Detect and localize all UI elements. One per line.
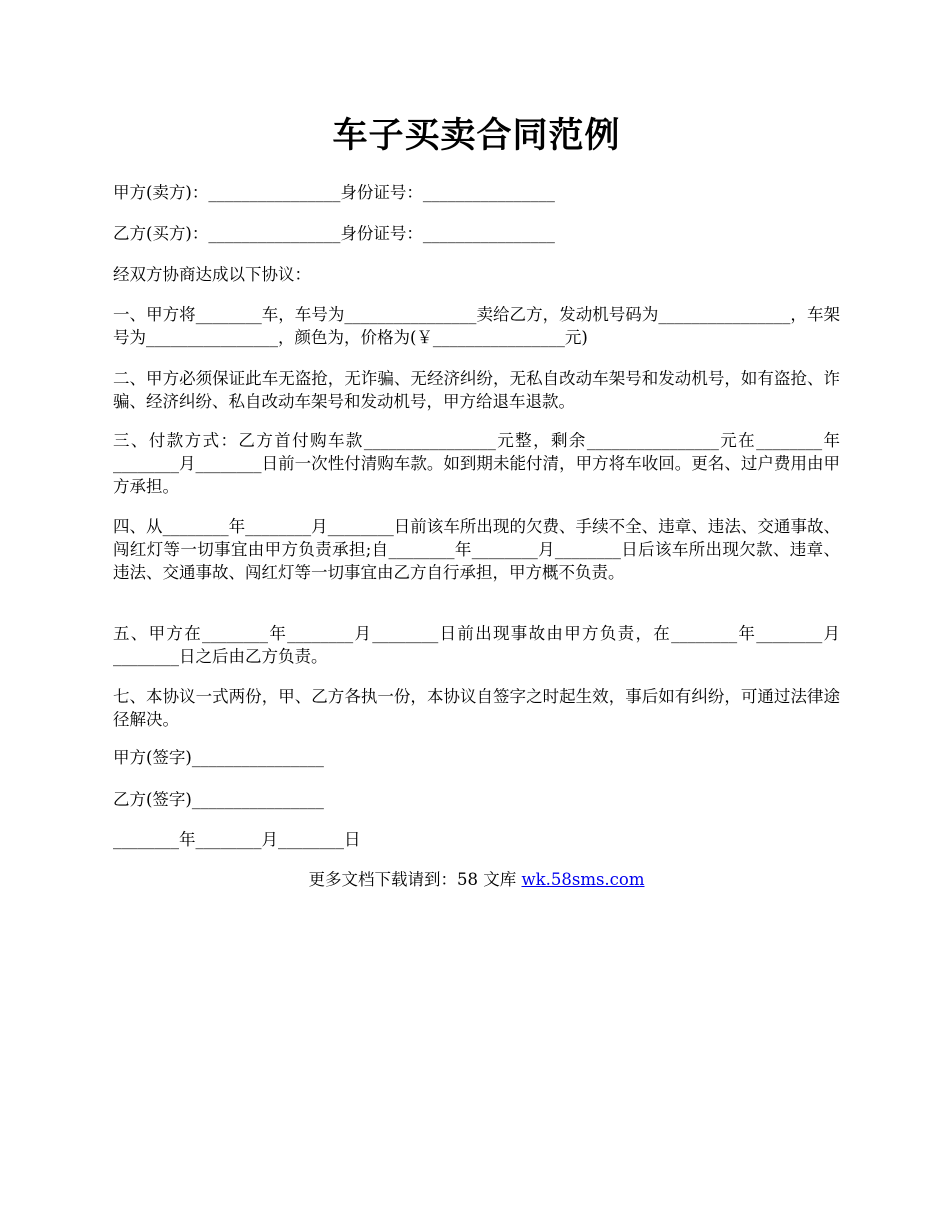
party-a-line: 甲方(卖方)：________________身份证号：________________ xyxy=(113,183,555,202)
footer-download-note xyxy=(113,868,840,891)
document-title: 车子买卖合同范例 xyxy=(332,115,621,156)
agreement-intro: 经双方协商达成以下协议： xyxy=(113,265,311,284)
clause-4: 四、从________年________月________日前该车所出现的欠费、手续不全、违章、违法、交通事故、闯红灯等一切事宜由甲方负责承担;自________年________月________日后该车所出现欠款、违章、违法、交通事故、闯红灯等一切事宜由乙方自行承担，甲方概不负责。 xyxy=(113,517,840,582)
clause-2: 二、甲方必须保证此车无盗抢，无诈骗、无经济纠纷，无私自改动车架号和发动机号，如有盗抢、诈骗、经济纠纷、私自改动车架号和发动机号，甲方给退车退款。 xyxy=(113,369,840,411)
signature-party-b: 乙方(签字)________________ xyxy=(113,790,324,809)
party-b-line: 乙方(买方)：________________身份证号：________________ xyxy=(113,224,555,243)
clause-5: 五、甲方在________年________月________日前出现事故由甲方负责，在________年________月________日之后由乙方负责。 xyxy=(113,624,840,666)
footer-text: 更多文档下载请到：58 文库 xyxy=(308,870,522,889)
signature-date: ________年________月________日 xyxy=(113,830,361,849)
clause-1: 一、甲方将________车，车号为________________卖给乙方，发动机号码为________________，车架号为________________，颜色为，价格为(￥________________元) xyxy=(113,305,840,347)
clause-3: 三、付款方式：乙方首付购车款________________元整，剩余________________元在________年________月________日前一次性付清购车款。如到期未能付清，甲方将车收回。更名、过户费用由甲方承担。 xyxy=(113,431,840,496)
signature-party-a: 甲方(签字)________________ xyxy=(113,748,324,767)
clause-7: 七、本协议一式两份，甲、乙方各执一份，本协议自签字之时起生效，事后如有纠纷，可通过法律途径解决。 xyxy=(113,687,840,729)
footer-link[interactable]: wk.58sms.com xyxy=(521,870,645,889)
